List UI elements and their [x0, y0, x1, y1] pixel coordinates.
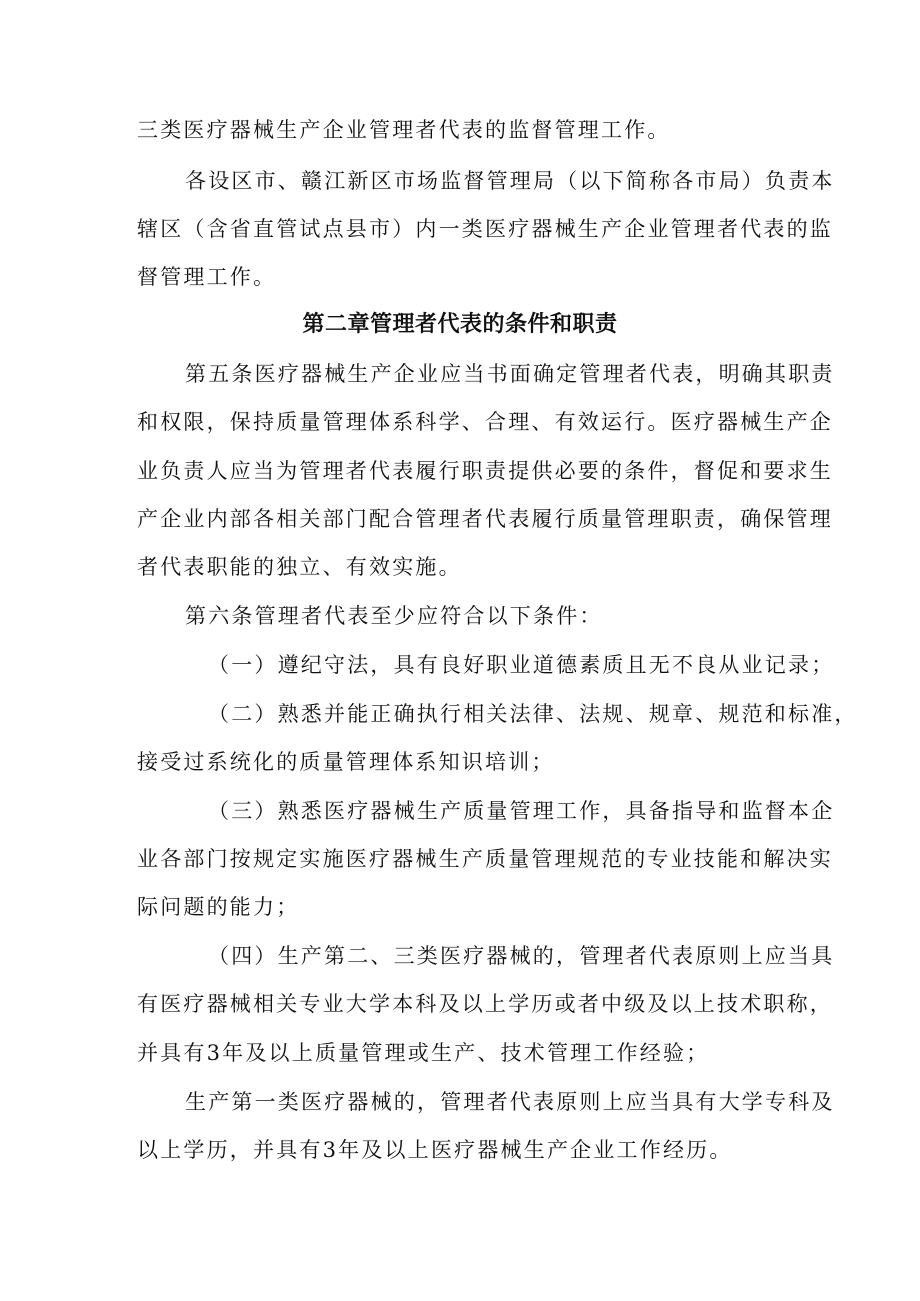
text-line: 接受过系统化的质量管理体系知识培训； — [137, 750, 555, 774]
text-line: 各设区市、赣江新区市场监督管理局（以下简称各市局）负责本 — [185, 169, 835, 193]
text-line: 业各部门按规定实施医疗器械生产质量管理规范的专业技能和解决实 — [137, 847, 833, 871]
text-line: 三类医疗器械生产企业管理者代表的监督管理工作。 — [137, 118, 671, 142]
text-line: 以上学历，并具有3年及以上医疗器械生产企业工作经历。 — [137, 1138, 733, 1162]
text-line: 生产第一类医疗器械的，管理者代表原则上应当具有大学专科及 — [185, 1090, 835, 1114]
text-line: （四）生产第二、三类医疗器械的，管理者代表原则上应当具 — [208, 944, 835, 968]
text-line: （一）遵纪守法，具有良好职业道德素质且无不良从业记录； — [208, 653, 835, 677]
text-line: 第六条管理者代表至少应符合以下条件： — [185, 604, 603, 628]
text-line: 业负责人应当为管理者代表履行职责提供必要的条件，督促和要求生 — [137, 459, 833, 483]
text-line: 督管理工作。 — [137, 265, 277, 289]
chapter-heading: 第二章管理者代表的条件和职责 — [302, 312, 618, 337]
text-line: 产企业内部各相关部门配合管理者代表履行质量管理职责，确保管理 — [137, 507, 833, 531]
text-line: （二）熟悉并能正确执行相关法律、法规、规章、规范和标准， — [208, 702, 858, 726]
text-line: 有医疗器械相关专业大学本科及以上学历或者中级及以上技术职称， — [137, 992, 833, 1016]
text-line: 并具有3年及以上质量管理或生产、技术管理工作经验； — [137, 1041, 710, 1065]
text-line: 第五条医疗器械生产企业应当书面确定管理者代表，明确其职责 — [185, 362, 835, 386]
text-line: 辖区（含省直管试点县市）内一类医疗器械生产企业管理者代表的监 — [137, 217, 833, 241]
text-line: 和权限，保持质量管理体系科学、合理、有效运行。医疗器械生产企 — [137, 410, 833, 434]
text-line: （三）熟悉医疗器械生产质量管理工作，具备指导和监督本企 — [208, 799, 835, 823]
text-line: 际问题的能力； — [137, 895, 300, 919]
text-line: 者代表职能的独立、有效实施。 — [137, 555, 462, 579]
